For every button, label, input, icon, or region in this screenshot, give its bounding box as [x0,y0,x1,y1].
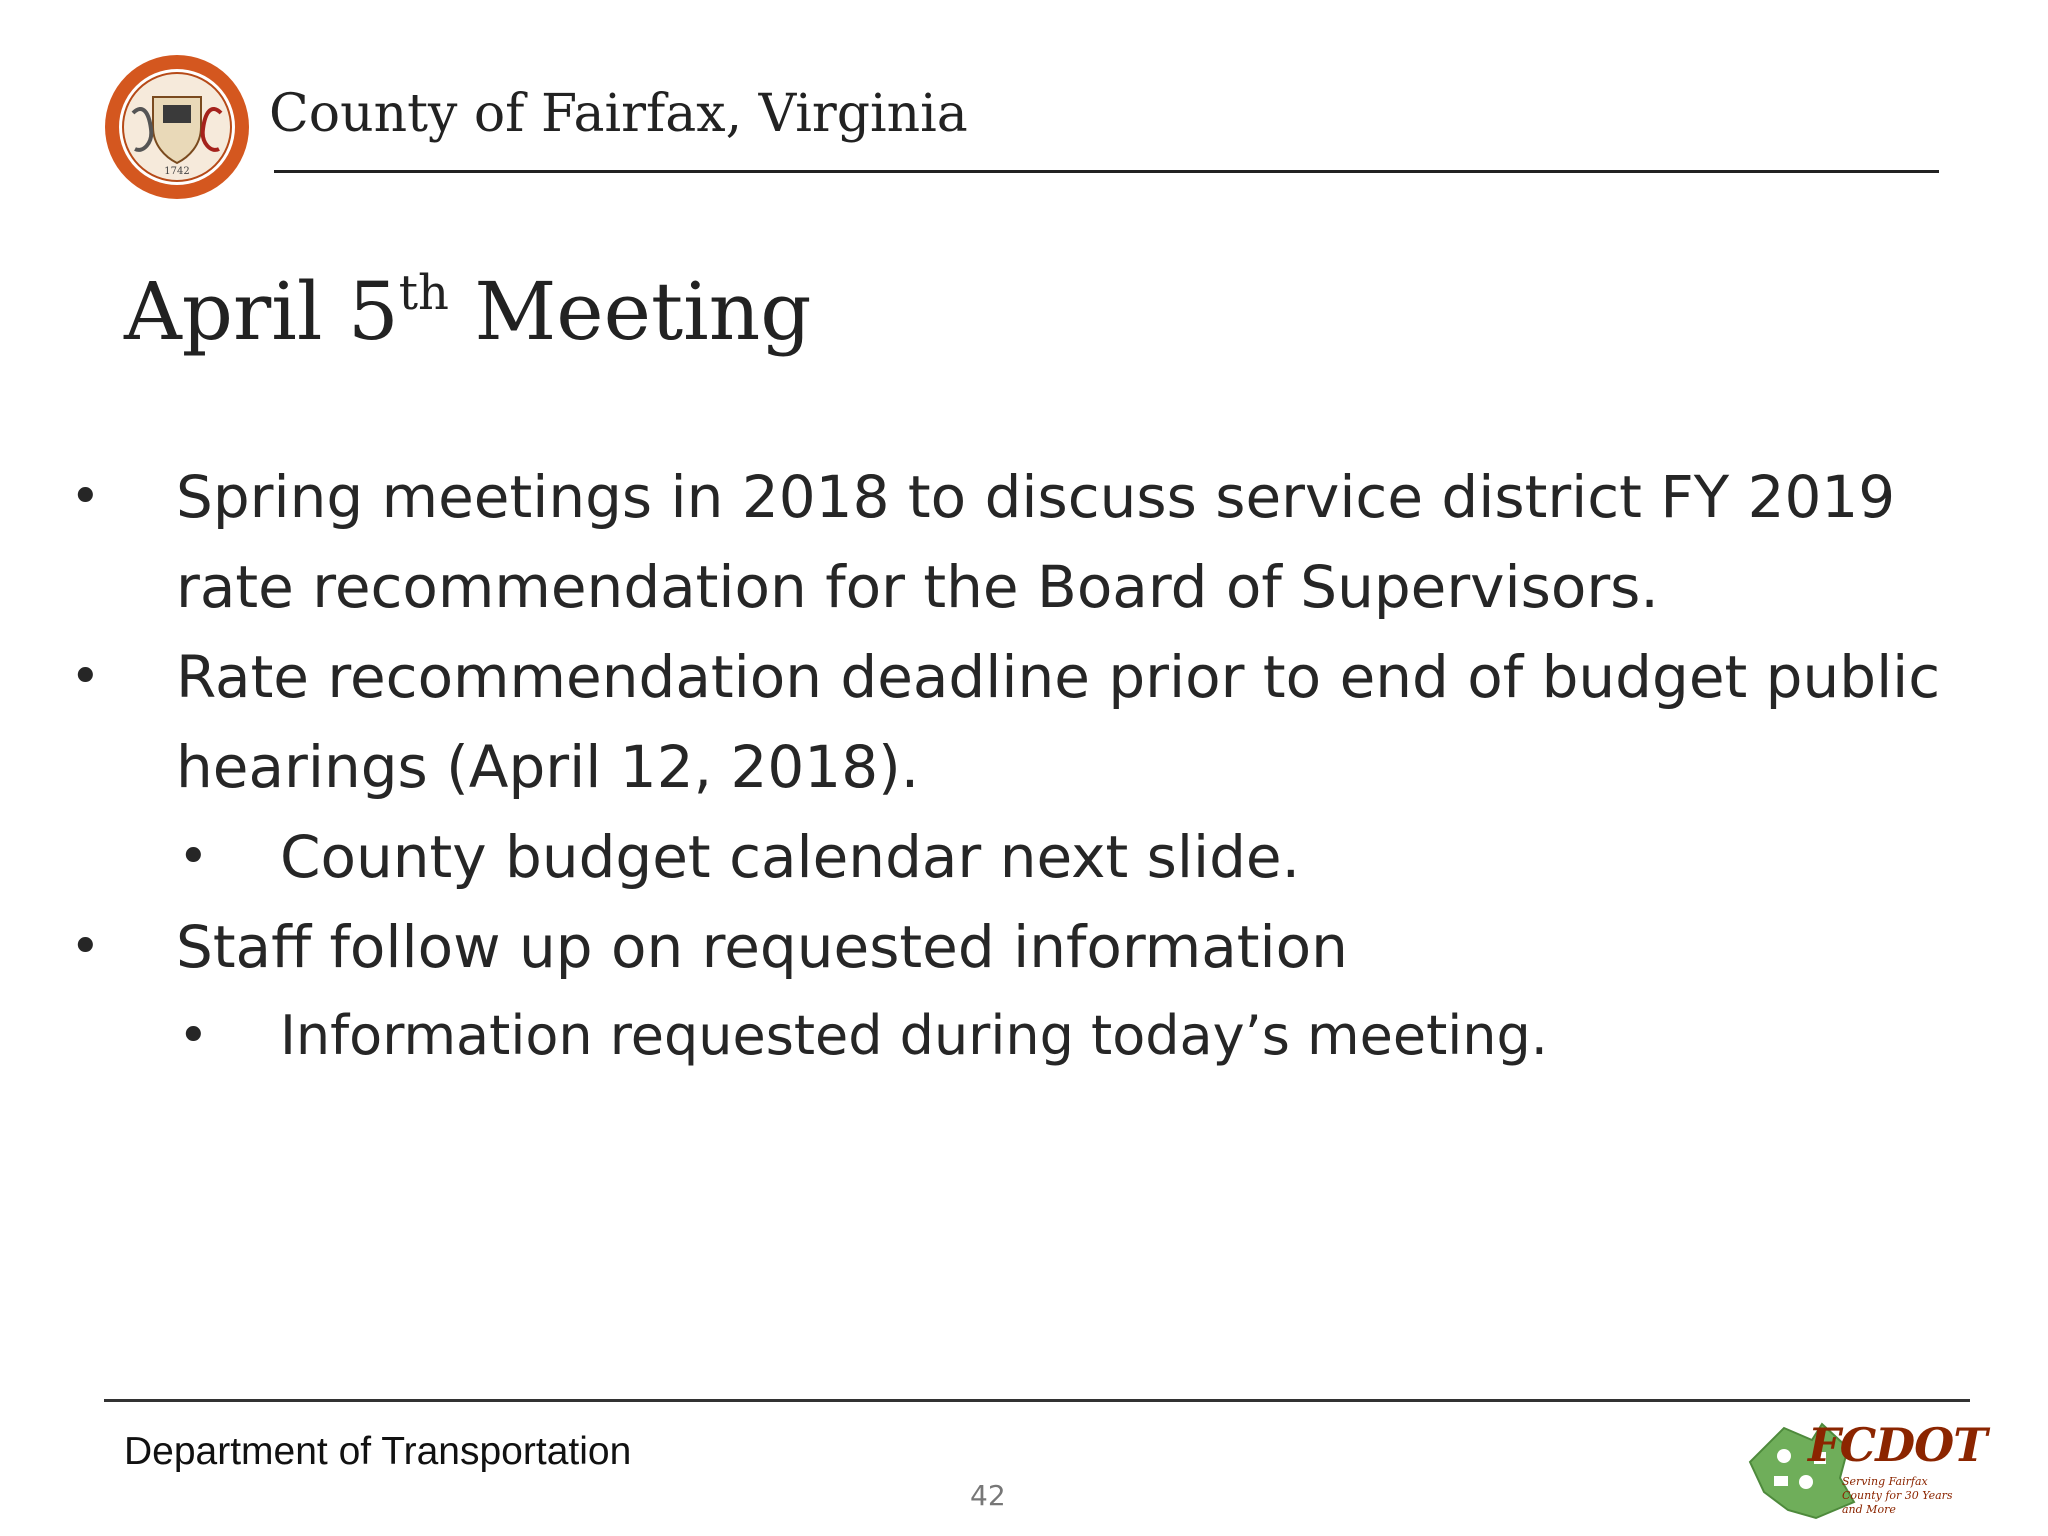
fcdot-wordmark: FCDOT [1808,1418,1987,1472]
sub-bullet-item [0,992,1980,1080]
bullet-text: County budget calendar next slide. [280,823,1301,891]
footer-divider [104,1399,1970,1402]
department-name: Department of Transportation [124,1430,632,1473]
bullet-dot: • [70,467,101,527]
slide-title [124,265,812,358]
org-name: County of Fairfax, Virginia [269,84,968,144]
fcdot-tagline: Serving Fairfax County for 30 Years and More [1842,1475,1953,1516]
bullet-text: Rate recommendation deadline prior to end of budget public hearings (April 12, 2018). [176,643,1941,801]
county-seal-icon [103,53,251,201]
bullet-dot: • [178,1006,209,1066]
seal-year: 1742 [164,166,190,177]
slide-title-superscript: th [398,265,449,321]
bullet-item [0,902,1956,992]
bullet-item [0,452,1956,632]
bullet-dot: • [70,917,101,977]
bullet-text: Spring meetings in 2018 to discuss service district FY 2019 rate recommendation for the Board of Supervisors. [176,463,1896,621]
bullet-text: Information requested during today’s meeting. [280,1004,1548,1067]
bullet-list [0,452,2048,1080]
sub-bullet-item [0,812,1980,902]
slide-title-rest: Meeting [448,265,812,358]
bullet-text: Staff follow up on requested information [176,913,1348,981]
page-number: 42 [970,1479,1006,1512]
bullet-dot: • [70,647,101,707]
slide-title-main: April 5 [124,265,399,358]
bullet-item [0,632,1956,812]
bullet-dot: • [178,827,209,887]
header-divider [274,170,1939,173]
